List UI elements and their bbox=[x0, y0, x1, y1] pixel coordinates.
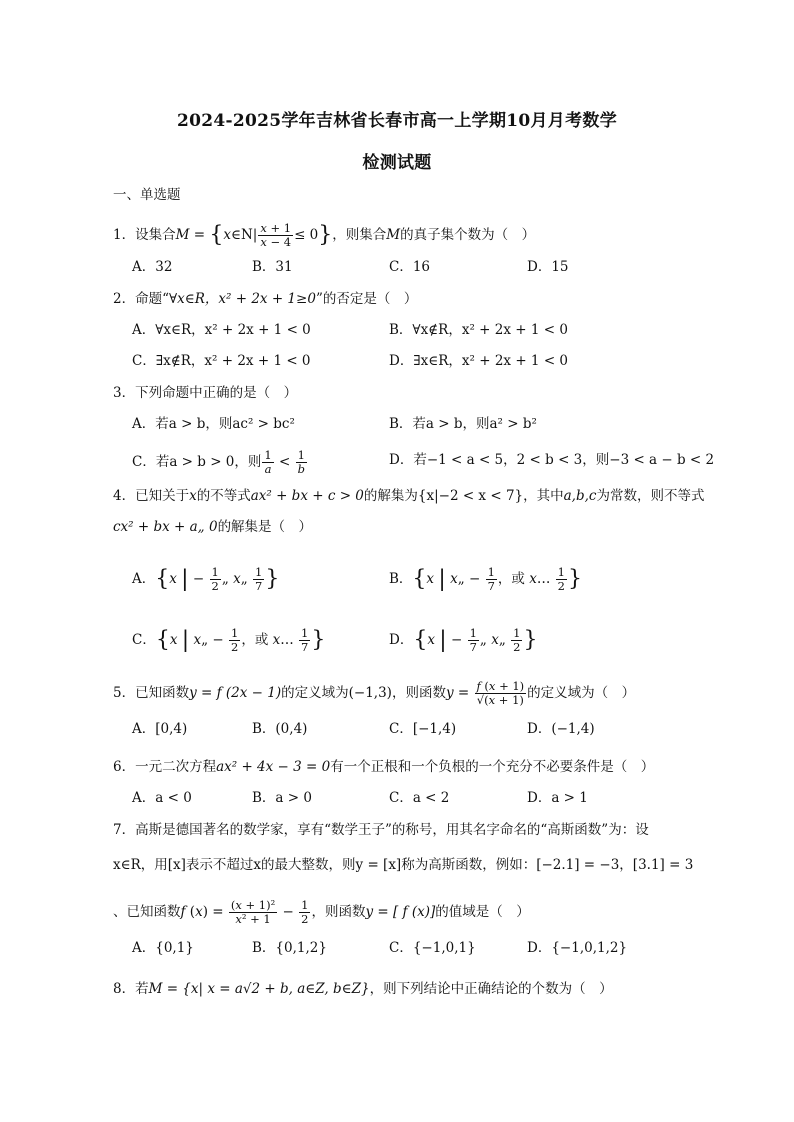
section-heading: 一、单选题 bbox=[113, 187, 181, 203]
option-d: D．∃x∈R，x² + 2x + 1 < 0 bbox=[389, 353, 569, 369]
question-number: 6． bbox=[113, 759, 136, 775]
question-number: 2． bbox=[113, 291, 136, 307]
question-7-line2: x∈R，用[x]表示不超过x的最大整数，则y = [x]称为高斯函数，例如：[−2.1] = −3，[3.1] = 3 bbox=[113, 857, 694, 873]
option-d: D．a > 1 bbox=[527, 790, 588, 806]
question-number: 8． bbox=[113, 981, 136, 997]
question-5: 5．已知函数y = f (2x − 1)的定义域为(−1,3)，则函数y = $\frac{f (x + 1)}{√(x + 1)}$ 的定义域为（ ） bbox=[113, 679, 636, 707]
option-a: A．{x | − $\frac{1}{2}$ „ x„ $\frac{1}{7}$ } bbox=[132, 565, 280, 593]
question-number: 1． bbox=[113, 227, 136, 243]
option-a: A．a < 0 bbox=[132, 790, 192, 806]
option-b: B．a > 0 bbox=[252, 790, 312, 806]
question-text: 设集合 bbox=[135, 227, 176, 243]
option-d: D．(−1,4) bbox=[527, 721, 595, 737]
question-8: 8．若M = {x| x = a√2 + b, a∈Z, b∈Z}，则下列结论中正确结论的个数为（ ） bbox=[113, 981, 613, 997]
question-text: 下列命题中正确的是（ ） bbox=[135, 385, 298, 401]
option-a: A．∀x∈R，x² + 2x + 1 < 0 bbox=[132, 322, 311, 338]
option-c: C．[−1,4) bbox=[389, 721, 457, 737]
question-3 bbox=[113, 384, 297, 402]
option-c: C．若a > b > 0，则 $\frac{1}{a}$ < $\frac{1}{b}$ bbox=[132, 448, 306, 476]
option-b: B．若a > b，则a² > b² bbox=[389, 416, 537, 432]
option-d: D．{x | − $\frac{1}{7}$ „ x„ $\frac{1}{2}$ } bbox=[389, 626, 538, 654]
option-b: B．(0,4) bbox=[252, 721, 308, 737]
option-d: D．{−1,0,1,2} bbox=[527, 940, 628, 956]
math-expression: ∀x∈R，x² + 2x + 1≥0 bbox=[169, 291, 316, 307]
question-1: 1．设集合M = {x∈N| $\frac{x + 1}{x - 4}$ ≤ 0}，则集合M的真子集个数为（ ） bbox=[113, 221, 536, 249]
question-4-line2: cx² + bx + a„ 0的解集是（ ） bbox=[113, 519, 313, 535]
question-7-line3: 、已知函数f (x) = $\frac{\text{(x + 1)²}}{\text{x² + 1}}$ − $\frac{1}{2}$ ，则函数y = [ f (x)]的值域是（ ） bbox=[113, 898, 530, 926]
question-6: 6．一元二次方程ax² + 4x − 3 = 0有一个正根和一个负根的一个充分不必要条件是（ ） bbox=[113, 759, 655, 775]
option-d: D．15 bbox=[527, 259, 569, 275]
option-c: C．{x | x„ − $\frac{1}{2}$ ，或 x… $\frac{1}{7}$ } bbox=[132, 626, 326, 654]
option-a: A．若a > b，则ac² > bc² bbox=[132, 416, 295, 432]
option-c: C．{−1,0,1} bbox=[389, 940, 476, 956]
exam-title: 2024-2025学年吉林省长春市高一上学期10月月考数学 bbox=[176, 111, 618, 131]
question-number: 3． bbox=[113, 385, 136, 401]
option-d: D．若−1 < a < 5，2 < b < 3，则−3 < a − b < 2 bbox=[389, 452, 715, 468]
option-b: B．{0,1,2} bbox=[252, 940, 327, 956]
option-c: C．16 bbox=[389, 259, 431, 275]
option-a: A．[0,4) bbox=[132, 721, 188, 737]
question-7: 7．高斯是德国著名的数学家，享有“数学王子”的称号，用其名字命名的“高斯函数”为：设 bbox=[113, 822, 649, 838]
question-number: 7． bbox=[113, 822, 136, 838]
option-b: B．{x | x„ − $\frac{1}{7}$ ，或 x… $\frac{1}{2}$ } bbox=[389, 565, 582, 593]
option-b: B．31 bbox=[252, 259, 293, 275]
question-text: ，则集合 bbox=[332, 227, 387, 243]
question-number: 4． bbox=[113, 488, 136, 504]
option-a: A．{0,1} bbox=[132, 940, 194, 956]
question-number: 5． bbox=[113, 685, 136, 701]
question-text: 的真子集个数为（ ） bbox=[400, 227, 536, 243]
option-b: B．∀x∉R，x² + 2x + 1 < 0 bbox=[389, 322, 568, 338]
question-2: 2．命题“∀x∈R，x² + 2x + 1≥0”的否定是（ ） bbox=[113, 291, 418, 307]
exam-subtitle: 检测试题 bbox=[362, 153, 432, 173]
option-c: C．a < 2 bbox=[389, 790, 450, 806]
option-c: C．∃x∉R，x² + 2x + 1 < 0 bbox=[132, 353, 311, 369]
question-4: 4．已知关于x的不等式ax² + bx + c > 0的解集为{x|−2 < x < 7}，其中a,b,c为常数，则不等式 bbox=[113, 488, 705, 504]
option-a: A．32 bbox=[132, 259, 173, 275]
